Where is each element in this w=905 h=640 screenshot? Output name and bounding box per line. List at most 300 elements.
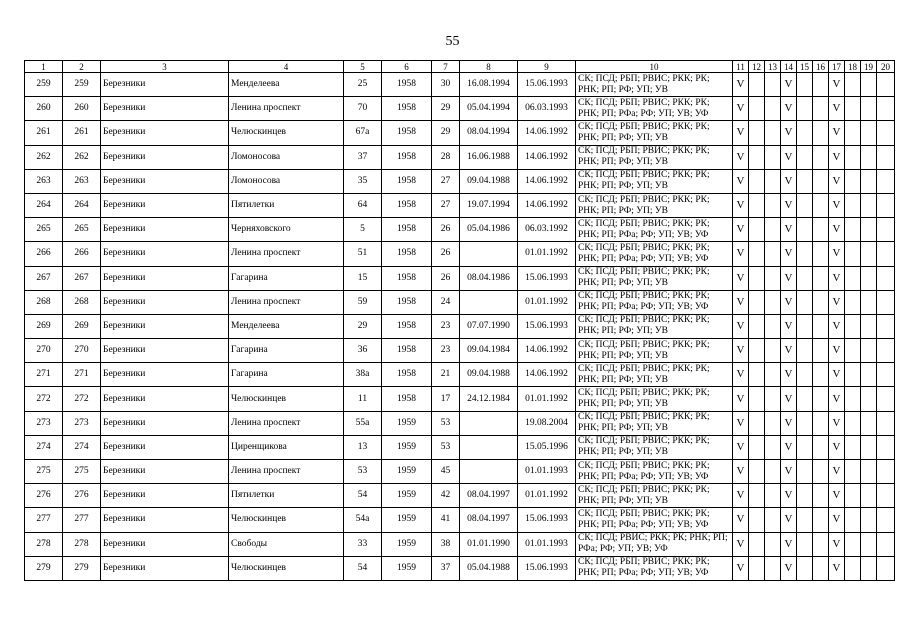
- mark-col-18: [845, 121, 861, 145]
- mark-col-15: [797, 435, 813, 459]
- house-number-cell: 70: [344, 97, 382, 121]
- mark-col-12: [749, 266, 765, 290]
- mark-col-18: [845, 556, 861, 580]
- wear-cell: 23: [432, 314, 460, 338]
- mark-col-12: [749, 339, 765, 363]
- mark-col-15: [797, 121, 813, 145]
- mark-col-19: [861, 121, 877, 145]
- table-row: [25, 314, 895, 338]
- wear-cell: 23: [432, 339, 460, 363]
- register-number: 274: [63, 435, 101, 459]
- city-cell: Березники: [101, 97, 229, 121]
- registration-date-cell: 15.06.1993: [518, 73, 576, 97]
- register-number: 271: [63, 363, 101, 387]
- register-number: 259: [63, 73, 101, 97]
- mark-col-19: [861, 387, 877, 411]
- mark-col-18: [845, 169, 861, 193]
- build-year-cell: 1959: [382, 411, 432, 435]
- record-number: 279: [25, 556, 63, 580]
- house-number-cell: 37: [344, 145, 382, 169]
- mark-col-13: [765, 387, 781, 411]
- registration-date-cell: 01.01.1992: [518, 290, 576, 314]
- register-number: 267: [63, 266, 101, 290]
- wear-cell: 21: [432, 363, 460, 387]
- inspection-date-cell: 05.04.1986: [460, 218, 518, 242]
- mark-col-17: V: [829, 411, 845, 435]
- city-cell: Березники: [101, 508, 229, 532]
- mark-col-17: V: [829, 242, 845, 266]
- registration-date-cell: 01.01.1992: [518, 242, 576, 266]
- mark-col-14: V: [781, 290, 797, 314]
- work-codes-cell: СК; ПСД; РБП; РВИС; РКК; РК; РНК; РП; РФа; РФ; УП; УВ; УФ: [576, 508, 733, 532]
- build-year-cell: 1959: [382, 556, 432, 580]
- house-number-cell: 59: [344, 290, 382, 314]
- column-header: 1: [25, 61, 63, 73]
- column-header: 16: [813, 61, 829, 73]
- mark-col-20: [877, 387, 895, 411]
- registration-date-cell: 14.06.1992: [518, 145, 576, 169]
- build-year-cell: 1959: [382, 484, 432, 508]
- mark-col-20: [877, 145, 895, 169]
- mark-col-14: V: [781, 532, 797, 556]
- mark-col-20: [877, 218, 895, 242]
- city-cell: Березники: [101, 435, 229, 459]
- mark-col-15: [797, 97, 813, 121]
- register-number: 263: [63, 169, 101, 193]
- wear-cell: 26: [432, 218, 460, 242]
- record-number: 263: [25, 169, 63, 193]
- street-cell: Ленина проспект: [229, 290, 344, 314]
- mark-col-13: [765, 145, 781, 169]
- mark-col-11: V: [733, 411, 749, 435]
- house-number-cell: 51: [344, 242, 382, 266]
- register-number: 261: [63, 121, 101, 145]
- mark-col-17: V: [829, 314, 845, 338]
- city-cell: Березники: [101, 73, 229, 97]
- table-row: [25, 411, 895, 435]
- mark-col-19: [861, 218, 877, 242]
- build-year-cell: 1958: [382, 121, 432, 145]
- wear-cell: 42: [432, 484, 460, 508]
- mark-col-20: [877, 532, 895, 556]
- mark-col-17: V: [829, 363, 845, 387]
- work-codes-cell: СК; ПСД; РБП; РВИС; РКК; РК; РНК; РП; РФ; УП; УВ: [576, 314, 733, 338]
- mark-col-17: V: [829, 508, 845, 532]
- mark-col-19: [861, 435, 877, 459]
- build-year-cell: 1958: [382, 169, 432, 193]
- registration-date-cell: 01.01.1993: [518, 460, 576, 484]
- house-number-cell: 38а: [344, 363, 382, 387]
- table-row: [25, 218, 895, 242]
- street-cell: Ленина проспект: [229, 242, 344, 266]
- build-year-cell: 1958: [382, 387, 432, 411]
- mark-col-14: V: [781, 193, 797, 217]
- mark-col-20: [877, 484, 895, 508]
- mark-col-17: V: [829, 290, 845, 314]
- mark-col-15: [797, 532, 813, 556]
- mark-col-14: V: [781, 145, 797, 169]
- register-number: 270: [63, 339, 101, 363]
- column-header: 13: [765, 61, 781, 73]
- street-cell: Ленина проспект: [229, 97, 344, 121]
- mark-col-14: V: [781, 460, 797, 484]
- house-number-cell: 13: [344, 435, 382, 459]
- house-number-cell: 64: [344, 193, 382, 217]
- mark-col-11: V: [733, 73, 749, 97]
- mark-col-14: V: [781, 218, 797, 242]
- registration-date-cell: 06.03.1992: [518, 218, 576, 242]
- housing-register-table: [24, 60, 895, 581]
- register-number: 279: [63, 556, 101, 580]
- mark-col-19: [861, 193, 877, 217]
- work-codes-cell: СК; ПСД; РБП; РВИС; РКК; РК; РНК; РП; РФа; РФ; УП; УВ; УФ: [576, 460, 733, 484]
- registration-date-cell: 19.08.2004: [518, 411, 576, 435]
- mark-col-20: [877, 242, 895, 266]
- mark-col-13: [765, 218, 781, 242]
- mark-col-13: [765, 508, 781, 532]
- wear-cell: 26: [432, 242, 460, 266]
- mark-col-16: [813, 314, 829, 338]
- mark-col-13: [765, 532, 781, 556]
- build-year-cell: 1958: [382, 339, 432, 363]
- wear-cell: 28: [432, 145, 460, 169]
- mark-col-13: [765, 339, 781, 363]
- inspection-date-cell: 07.07.1990: [460, 314, 518, 338]
- build-year-cell: 1958: [382, 193, 432, 217]
- mark-col-20: [877, 508, 895, 532]
- city-cell: Березники: [101, 145, 229, 169]
- street-cell: Гагарина: [229, 363, 344, 387]
- work-codes-cell: СК; ПСД; РБП; РВИС; РКК; РК; РНК; РП; РФа; РФ; УП; УВ; УФ: [576, 218, 733, 242]
- mark-col-14: V: [781, 387, 797, 411]
- mark-col-14: V: [781, 121, 797, 145]
- record-number: 270: [25, 339, 63, 363]
- mark-col-11: V: [733, 218, 749, 242]
- city-cell: Березники: [101, 242, 229, 266]
- city-cell: Березники: [101, 387, 229, 411]
- inspection-date-cell: 19.07.1994: [460, 193, 518, 217]
- house-number-cell: 55а: [344, 411, 382, 435]
- mark-col-17: V: [829, 532, 845, 556]
- mark-col-12: [749, 169, 765, 193]
- mark-col-11: V: [733, 508, 749, 532]
- mark-col-18: [845, 339, 861, 363]
- mark-col-12: [749, 363, 765, 387]
- record-number: 272: [25, 387, 63, 411]
- mark-col-12: [749, 508, 765, 532]
- registration-date-cell: 06.03.1993: [518, 97, 576, 121]
- mark-col-20: [877, 411, 895, 435]
- mark-col-15: [797, 508, 813, 532]
- city-cell: Березники: [101, 556, 229, 580]
- inspection-date-cell: 01.01.1990: [460, 532, 518, 556]
- mark-col-14: V: [781, 169, 797, 193]
- mark-col-18: [845, 145, 861, 169]
- mark-col-19: [861, 532, 877, 556]
- mark-col-16: [813, 556, 829, 580]
- mark-col-16: [813, 97, 829, 121]
- column-header: 6: [382, 61, 432, 73]
- work-codes-cell: СК; ПСД; РБП; РВИС; РКК; РК; РНК; РП; РФ; УП; УВ: [576, 484, 733, 508]
- registration-date-cell: 15.05.1996: [518, 435, 576, 459]
- house-number-cell: 11: [344, 387, 382, 411]
- city-cell: Березники: [101, 411, 229, 435]
- mark-col-12: [749, 73, 765, 97]
- mark-col-15: [797, 169, 813, 193]
- mark-col-18: [845, 387, 861, 411]
- house-number-cell: 54: [344, 556, 382, 580]
- mark-col-15: [797, 460, 813, 484]
- column-header: 17: [829, 61, 845, 73]
- wear-cell: 27: [432, 169, 460, 193]
- column-header: 14: [781, 61, 797, 73]
- wear-cell: 45: [432, 460, 460, 484]
- house-number-cell: 33: [344, 532, 382, 556]
- work-codes-cell: СК; ПСД; РБП; РВИС; РКК; РК; РНК; РП; РФа; РФ; УП; УВ; УФ: [576, 556, 733, 580]
- mark-col-12: [749, 460, 765, 484]
- inspection-date-cell: [460, 435, 518, 459]
- column-header: 12: [749, 61, 765, 73]
- table-row: [25, 532, 895, 556]
- mark-col-20: [877, 290, 895, 314]
- mark-col-11: V: [733, 290, 749, 314]
- mark-col-13: [765, 193, 781, 217]
- column-header: 2: [63, 61, 101, 73]
- wear-cell: 53: [432, 411, 460, 435]
- record-number: 266: [25, 242, 63, 266]
- column-header: 4: [229, 61, 344, 73]
- mark-col-17: V: [829, 145, 845, 169]
- house-number-cell: 36: [344, 339, 382, 363]
- mark-col-11: V: [733, 339, 749, 363]
- mark-col-16: [813, 435, 829, 459]
- mark-col-20: [877, 97, 895, 121]
- mark-col-16: [813, 73, 829, 97]
- mark-col-14: V: [781, 73, 797, 97]
- mark-col-20: [877, 121, 895, 145]
- mark-col-13: [765, 97, 781, 121]
- city-cell: Березники: [101, 193, 229, 217]
- registration-date-cell: 14.06.1992: [518, 339, 576, 363]
- inspection-date-cell: 16.06.1988: [460, 145, 518, 169]
- wear-cell: 41: [432, 508, 460, 532]
- mark-col-11: V: [733, 387, 749, 411]
- table-row: [25, 339, 895, 363]
- mark-col-17: V: [829, 266, 845, 290]
- build-year-cell: 1958: [382, 290, 432, 314]
- mark-col-11: V: [733, 532, 749, 556]
- mark-col-14: V: [781, 266, 797, 290]
- mark-col-14: V: [781, 556, 797, 580]
- mark-col-18: [845, 411, 861, 435]
- registration-date-cell: 01.01.1993: [518, 532, 576, 556]
- column-header: 11: [733, 61, 749, 73]
- mark-col-13: [765, 290, 781, 314]
- inspection-date-cell: [460, 411, 518, 435]
- mark-col-13: [765, 363, 781, 387]
- mark-col-18: [845, 435, 861, 459]
- house-number-cell: 35: [344, 169, 382, 193]
- mark-col-19: [861, 314, 877, 338]
- wear-cell: 29: [432, 121, 460, 145]
- inspection-date-cell: 24.12.1984: [460, 387, 518, 411]
- work-codes-cell: СК; ПСД; РБП; РВИС; РКК; РК; РНК; РП; РФ; УП; УВ: [576, 266, 733, 290]
- mark-col-16: [813, 387, 829, 411]
- build-year-cell: 1959: [382, 435, 432, 459]
- city-cell: Березники: [101, 169, 229, 193]
- inspection-date-cell: 05.04.1994: [460, 97, 518, 121]
- build-year-cell: 1958: [382, 242, 432, 266]
- mark-col-18: [845, 363, 861, 387]
- mark-col-14: V: [781, 363, 797, 387]
- record-number: 260: [25, 97, 63, 121]
- table-row: [25, 97, 895, 121]
- inspection-date-cell: 05.04.1988: [460, 556, 518, 580]
- build-year-cell: 1958: [382, 363, 432, 387]
- mark-col-12: [749, 484, 765, 508]
- mark-col-17: V: [829, 460, 845, 484]
- registration-date-cell: 14.06.1992: [518, 363, 576, 387]
- wear-cell: 30: [432, 73, 460, 97]
- mark-col-16: [813, 363, 829, 387]
- inspection-date-cell: 09.04.1988: [460, 169, 518, 193]
- mark-col-14: V: [781, 411, 797, 435]
- registration-date-cell: 01.01.1992: [518, 387, 576, 411]
- column-header: 19: [861, 61, 877, 73]
- mark-col-16: [813, 508, 829, 532]
- mark-col-13: [765, 411, 781, 435]
- inspection-date-cell: [460, 460, 518, 484]
- mark-col-11: V: [733, 556, 749, 580]
- work-codes-cell: СК; ПСД; РБП; РВИС; РКК; РК; РНК; РП; РФа; РФ; УП; УВ; УФ: [576, 290, 733, 314]
- wear-cell: 53: [432, 435, 460, 459]
- mark-col-17: V: [829, 556, 845, 580]
- mark-col-12: [749, 411, 765, 435]
- street-cell: Ленина проспект: [229, 411, 344, 435]
- record-number: 259: [25, 73, 63, 97]
- mark-col-12: [749, 121, 765, 145]
- mark-col-15: [797, 193, 813, 217]
- mark-col-13: [765, 169, 781, 193]
- column-header: 5: [344, 61, 382, 73]
- mark-col-18: [845, 97, 861, 121]
- record-number: 268: [25, 290, 63, 314]
- table-body: [25, 73, 895, 581]
- wear-cell: 26: [432, 266, 460, 290]
- registration-date-cell: 14.06.1992: [518, 169, 576, 193]
- work-codes-cell: СК; ПСД; РБП; РВИС; РКК; РК; РНК; РП; РФ; УП; УВ: [576, 193, 733, 217]
- mark-col-19: [861, 556, 877, 580]
- register-number: 269: [63, 314, 101, 338]
- street-cell: Челюскинцев: [229, 387, 344, 411]
- table-row: [25, 290, 895, 314]
- mark-col-12: [749, 532, 765, 556]
- work-codes-cell: СК; ПСД; РБП; РВИС; РКК; РК; РНК; РП; РФ; УП; УВ: [576, 411, 733, 435]
- mark-col-11: V: [733, 145, 749, 169]
- mark-col-16: [813, 242, 829, 266]
- record-number: 261: [25, 121, 63, 145]
- mark-col-13: [765, 460, 781, 484]
- register-number: 272: [63, 387, 101, 411]
- wear-cell: 29: [432, 97, 460, 121]
- mark-col-15: [797, 290, 813, 314]
- house-number-cell: 5: [344, 218, 382, 242]
- mark-col-17: V: [829, 193, 845, 217]
- work-codes-cell: СК; ПСД; РБП; РВИС; РКК; РК; РНК; РП; РФ; УП; УВ: [576, 339, 733, 363]
- mark-col-19: [861, 339, 877, 363]
- build-year-cell: 1958: [382, 218, 432, 242]
- register-number: 260: [63, 97, 101, 121]
- page-number: 55: [445, 34, 460, 49]
- table-row: [25, 169, 895, 193]
- build-year-cell: 1958: [382, 266, 432, 290]
- work-codes-cell: СК; ПСД; РБП; РВИС; РКК; РК; РНК; РП; РФа; РФ; УП; УВ; УФ: [576, 97, 733, 121]
- street-cell: Свободы: [229, 532, 344, 556]
- mark-col-15: [797, 242, 813, 266]
- mark-col-14: V: [781, 484, 797, 508]
- registration-date-cell: 15.06.1993: [518, 556, 576, 580]
- mark-col-19: [861, 290, 877, 314]
- register-number: 266: [63, 242, 101, 266]
- mark-col-17: V: [829, 218, 845, 242]
- mark-col-20: [877, 193, 895, 217]
- register-number: 278: [63, 532, 101, 556]
- mark-col-16: [813, 121, 829, 145]
- build-year-cell: 1959: [382, 508, 432, 532]
- mark-col-13: [765, 121, 781, 145]
- wear-cell: 24: [432, 290, 460, 314]
- mark-col-20: [877, 339, 895, 363]
- mark-col-20: [877, 435, 895, 459]
- inspection-date-cell: [460, 242, 518, 266]
- build-year-cell: 1958: [382, 314, 432, 338]
- mark-col-18: [845, 242, 861, 266]
- mark-col-12: [749, 314, 765, 338]
- mark-col-20: [877, 73, 895, 97]
- mark-col-18: [845, 290, 861, 314]
- registration-date-cell: 15.06.1993: [518, 314, 576, 338]
- city-cell: Березники: [101, 339, 229, 363]
- street-cell: Пятилетки: [229, 193, 344, 217]
- house-number-cell: 54а: [344, 508, 382, 532]
- mark-col-17: V: [829, 339, 845, 363]
- wear-cell: 38: [432, 532, 460, 556]
- record-number: 264: [25, 193, 63, 217]
- mark-col-20: [877, 460, 895, 484]
- table-row: [25, 387, 895, 411]
- mark-col-13: [765, 314, 781, 338]
- street-cell: Менделеева: [229, 73, 344, 97]
- mark-col-12: [749, 97, 765, 121]
- mark-col-15: [797, 73, 813, 97]
- mark-col-16: [813, 218, 829, 242]
- mark-col-17: V: [829, 73, 845, 97]
- table-row: [25, 363, 895, 387]
- mark-col-20: [877, 556, 895, 580]
- house-number-cell: 15: [344, 266, 382, 290]
- mark-col-16: [813, 532, 829, 556]
- work-codes-cell: СК; ПСД; РБП; РВИС; РКК; РК; РНК; РП; РФ; УП; УВ: [576, 169, 733, 193]
- mark-col-19: [861, 73, 877, 97]
- mark-col-13: [765, 242, 781, 266]
- mark-col-18: [845, 266, 861, 290]
- work-codes-cell: СК; ПСД; РВИС; РКК; РК; РНК; РП; РФа; РФ; УП; УВ; УФ: [576, 532, 733, 556]
- registration-date-cell: 15.06.1993: [518, 508, 576, 532]
- column-header: 7: [432, 61, 460, 73]
- mark-col-18: [845, 218, 861, 242]
- column-header: 10: [576, 61, 733, 73]
- inspection-date-cell: 08.04.1997: [460, 484, 518, 508]
